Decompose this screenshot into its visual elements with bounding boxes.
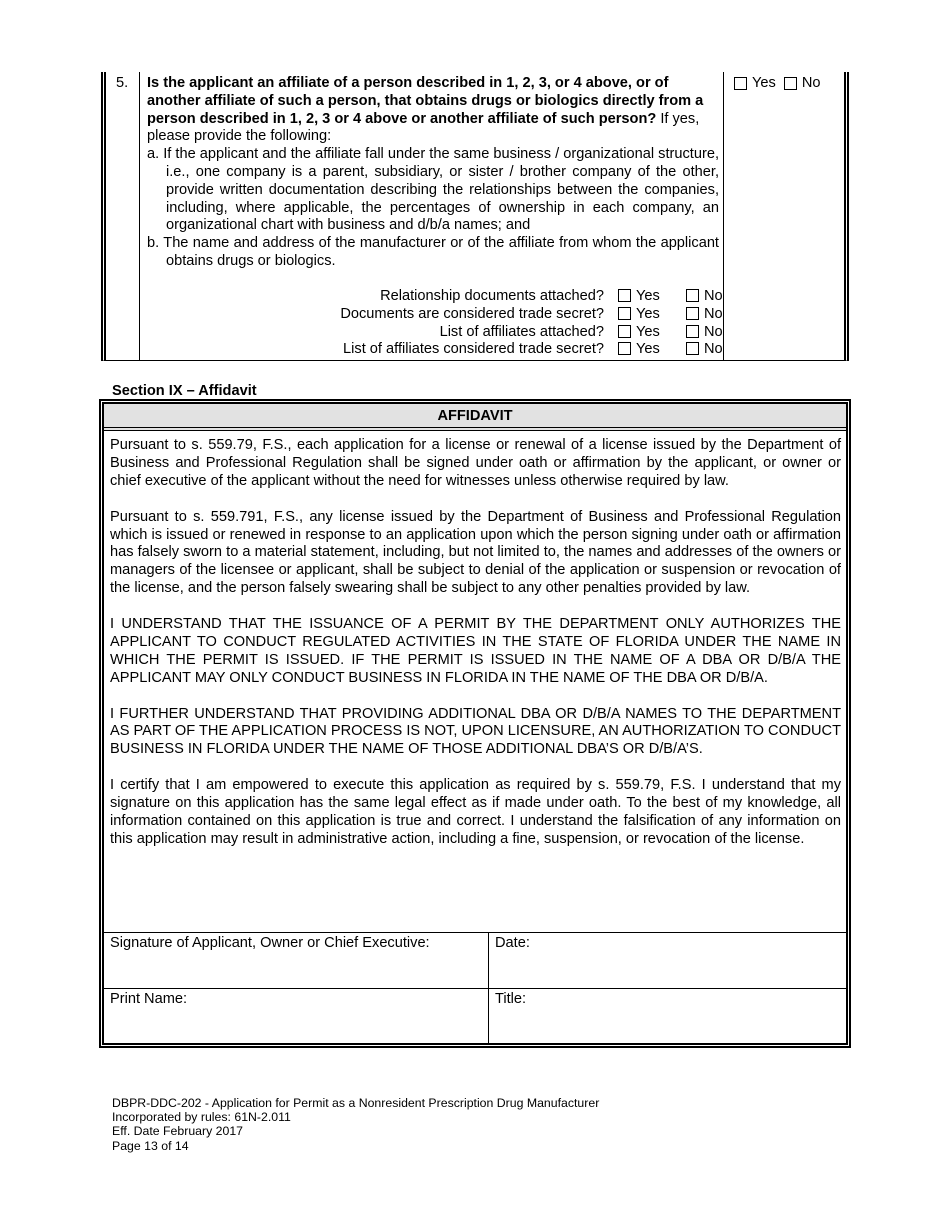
docs-trade-secret-yes-checkbox[interactable]: [618, 307, 631, 320]
subquestion-label: List of affiliates considered trade secret?: [343, 341, 604, 358]
relationship-docs-no-checkbox[interactable]: [686, 289, 699, 302]
question-number-cell: [106, 72, 140, 360]
subquestion-label: Relationship documents attached?: [380, 288, 604, 304]
signature-field[interactable]: [104, 933, 489, 988]
no-label: No: [704, 341, 723, 358]
affiliates-attached-yes-checkbox[interactable]: [618, 325, 631, 338]
affidavit-certification: I certify that I am empowered to execute this application as required by s. 559.79, F.S. I understand that my signature on this application has the same legal effect as if made under oath. To the best of my knowledge, all information contained on this application is true and correct. I understand the falsification of any information on this application may result in administrative action, including a fine, suspension, or revocation of the license.: [110, 777, 841, 847]
question-5-yes-checkbox[interactable]: [734, 77, 747, 90]
name-title-row: [104, 988, 846, 1044]
question-5-prompt: [147, 75, 719, 146]
affiliates-trade-secret-yes-checkbox[interactable]: [618, 342, 631, 355]
print-name-field[interactable]: [104, 989, 489, 1044]
affidavit-paragraph: Pursuant to s. 559.791, F.S., any license issued by the Department of Business and Professional Regulation which is issued or renewed in response to an application upon which the person signing under oath or affirmation has falsely sworn to a material statement, including, but not limited to, the names and addresses of the owners or managers of the licensee or applicant, shall be subject to denial of the application or suspension or revocation of the license, and the person falsely swearing shall be subject to any other penalties provided by law.: [110, 508, 841, 597]
subquestion-relationship-docs: [147, 288, 724, 306]
docs-trade-secret-no-checkbox[interactable]: [686, 307, 699, 320]
no-label: No: [801, 75, 821, 91]
no-label: No: [704, 323, 723, 340]
question-5-text: [147, 75, 719, 271]
affidavit-paragraph: I UNDERSTAND THAT THE ISSUANCE OF A PERMIT BY THE DEPARTMENT ONLY AUTHORIZES THE APPLICANT TO CONDUCT REGULATED ACTIVITIES IN THE STATE OF FLORIDA UNDER THE NAME IN WHICH THE PERMIT IS ISSUED. IF THE PERMIT IS ISSUED IN THE NAME OF A DBA OR D/B/A THE APPLICANT MAY ONLY CONDUCT BUSINESS IN FLORIDA IN THE NAME OF THE DBA OR D/B/A.: [110, 616, 841, 686]
question-5-answer-cell: [723, 72, 844, 360]
question-number: 5.: [116, 75, 129, 91]
footer-rules: Incorporated by rules: 61N-2.011: [112, 1110, 291, 1125]
footer-page-number: Page 13 of 14: [112, 1138, 189, 1153]
subquestion-affiliates-attached: [147, 324, 724, 342]
affidavit-paragraph: Pursuant to s. 559.79, F.S., each application for a license or renewal of a license issued by the Department of Business and Professional Regulation shall be signed under oath or affirmation by the applicant, or owner or chief executive of the applicant without the need for witnesses unless otherwise required by law.: [110, 437, 841, 489]
question-5-answer: [734, 75, 820, 91]
question-5-subquestions: [147, 288, 724, 359]
yes-label: Yes: [752, 75, 776, 91]
date-field[interactable]: [489, 933, 846, 988]
signature-row: [104, 933, 846, 988]
footer-form-name: DBPR-DDC-202 - Application for Permit as a Nonresident Prescription Drug Manufacturer: [112, 1096, 600, 1110]
footer-eff-date: Eff. Date February 2017: [112, 1124, 244, 1139]
relationship-docs-yes-checkbox[interactable]: [618, 289, 631, 302]
yes-label: Yes: [636, 305, 660, 322]
print-name-label: Print Name:: [110, 991, 188, 1007]
yes-label: Yes: [636, 341, 660, 358]
subquestion-affiliates-trade-secret: [147, 341, 724, 359]
title-field[interactable]: [489, 989, 846, 1044]
question-5-tail: If yes, please provide the following:: [147, 110, 700, 145]
section-title: Section IX – Affidavit: [112, 383, 257, 399]
question-5-item-b: b. The name and address of the manufacturer or of the affiliate from whom the applicant obtains drugs or biologics.: [147, 235, 719, 269]
affidavit-text: [110, 437, 841, 849]
title-label: Title:: [495, 991, 527, 1007]
signature-label: Signature of Applicant, Owner or Chief Executive:: [110, 935, 430, 951]
subquestion-docs-trade-secret: [147, 306, 724, 324]
question-5-no-checkbox[interactable]: [784, 77, 797, 90]
question-5-item-a: a. If the applicant and the affiliate fall under the same business / organizational structure, i.e., one company is a parent, subsidiary, or sister / brother company of the other, provide written documentation describing the relationships between the companies, including, where applicable, the percentages of ownership in each company, an organizational chart with business and d/b/a names; and: [147, 146, 719, 234]
affidavit-paragraph: I FURTHER UNDERSTAND THAT PROVIDING ADDITIONAL DBA OR D/B/A NAMES TO THE DEPARTMENT AS PART OF THE APPLICATION PROCESS IS NOT, UPON LICENSURE, AN AUTHORIZATION TO CONDUCT BUSINESS IN FLORIDA UNDER THE NAME OF THOSE ADDITIONAL DBA’S OR D/B/A’S.: [110, 705, 841, 758]
affidavit-box: [99, 399, 851, 1048]
no-label: No: [704, 288, 723, 304]
date-label: Date:: [495, 935, 530, 951]
signature-grid: [104, 932, 846, 1043]
question-5-items: [147, 146, 719, 271]
yes-label: Yes: [636, 323, 660, 340]
subquestion-label: Documents are considered trade secret?: [340, 305, 604, 322]
page-footer: [112, 1096, 599, 1153]
no-label: No: [704, 305, 723, 322]
affiliates-attached-no-checkbox[interactable]: [686, 325, 699, 338]
affidavit-heading: AFFIDAVIT: [104, 404, 846, 431]
subquestion-label: List of affiliates attached?: [439, 323, 604, 340]
question-5-bold: Is the applicant an affiliate of a person described in 1, 2, 3, or 4 above, or of another affiliate of such a person, that obtains drugs or biologics directly from a person described in 1, 2, 3 or 4 above or another affiliate of such person?: [147, 75, 704, 127]
question-5-row: [101, 72, 849, 361]
affiliates-trade-secret-no-checkbox[interactable]: [686, 342, 699, 355]
yes-label: Yes: [636, 288, 660, 304]
